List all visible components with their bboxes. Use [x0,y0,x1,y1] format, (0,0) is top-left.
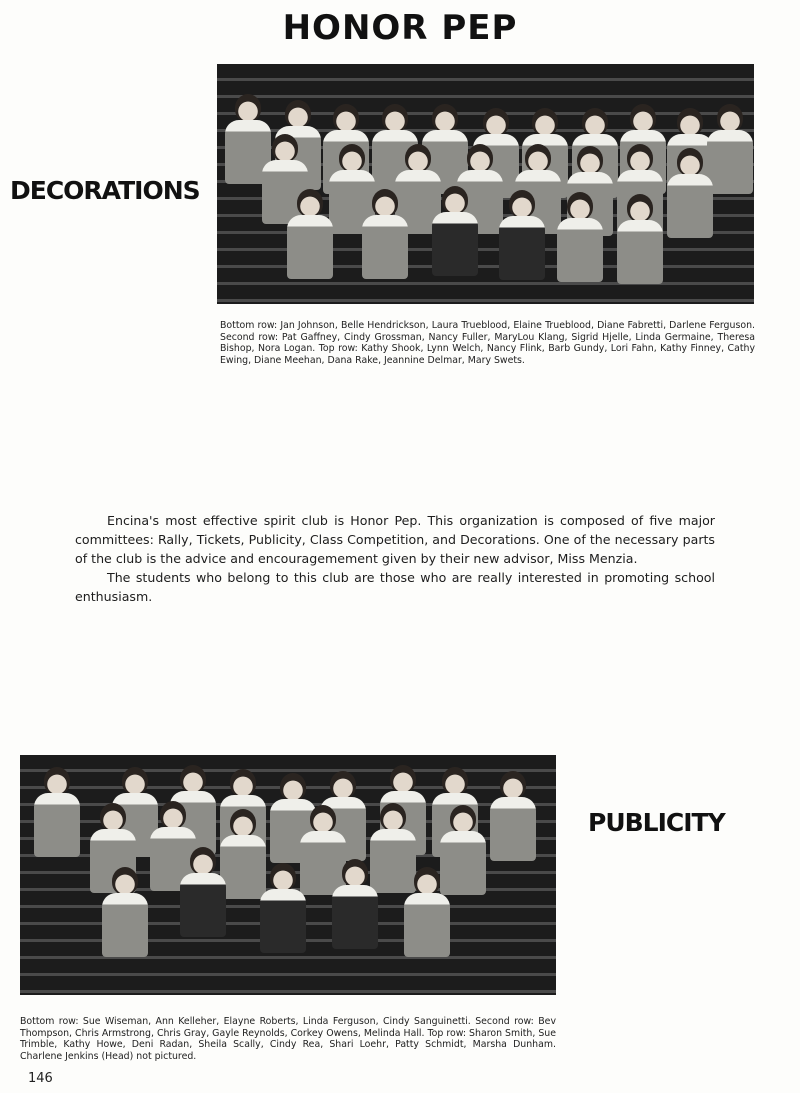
article-paragraph: The students who belong to this club are those who are really interested in promoting school enthusiasm. [75,570,715,604]
group-photo-decorations [217,64,754,304]
member-figure [667,148,713,238]
member-figure [432,186,478,276]
member-figure [617,194,663,284]
member-figure [404,867,450,957]
page-title: HONOR PEP [282,8,518,48]
article-body [75,511,715,606]
member-figure [332,859,378,949]
photo-caption-publicity: Bottom row: Sue Wiseman, Ann Kelleher, Elayne Roberts, Linda Ferguson, Cindy Sanguinetti. Second row: Bev Thompson, Chris Armstrong, Chris Gray, Gayle Reynolds, Corkey Owens, Melinda Hall. Top row: Sharon Smith, Sue Trimble, Kathy Howe, Deni Radan, Sheila Scally, Cindy Rea, Shari Loehr, Patty Schmidt, Marsha Dunham. Charlene Jenkins (Head) not pictured. [20,1016,556,1062]
member-figure [362,189,408,279]
member-figure [490,771,536,861]
group-photo-publicity [20,755,556,995]
member-figure [499,190,545,280]
member-figure [557,192,603,282]
page-number: 146 [28,1071,53,1086]
article-paragraph: Encina's most effective spirit club is Honor Pep. This organization is composed of five major committees: Rally, Tickets, Publicity, Class Competition, and Decorations. One of the necessary parts of the club is the advice and encouragemement given by their new advisor, Miss Menzia. [75,513,715,566]
member-figure [102,867,148,957]
section-label-publicity: PUBLICITY [588,808,725,837]
member-figure [260,863,306,953]
section-label-decorations: DECORATIONS [10,176,200,205]
member-figure [287,189,333,279]
member-figure [707,104,753,194]
photo-caption-decorations: Bottom row: Jan Johnson, Belle Hendrickson, Laura Trueblood, Elaine Trueblood, Diane Fabretti, Darlene Ferguson. Second row: Pat Gaffney, Cindy Grossman, Nancy Fuller, MaryLou Klang, Sigrid Hjelle, Linda Germaine, Theresa Bishop, Nora Logan. Top row: Kathy Shook, Lynn Welch, Nancy Flink, Barb Gundy, Lori Fahn, Kathy Finney, Cathy Ewing, Diane Meehan, Dana Rake, Jeannine Delmar, Mary Swets. [220,320,755,366]
member-figure [180,847,226,937]
member-figure [34,767,80,857]
